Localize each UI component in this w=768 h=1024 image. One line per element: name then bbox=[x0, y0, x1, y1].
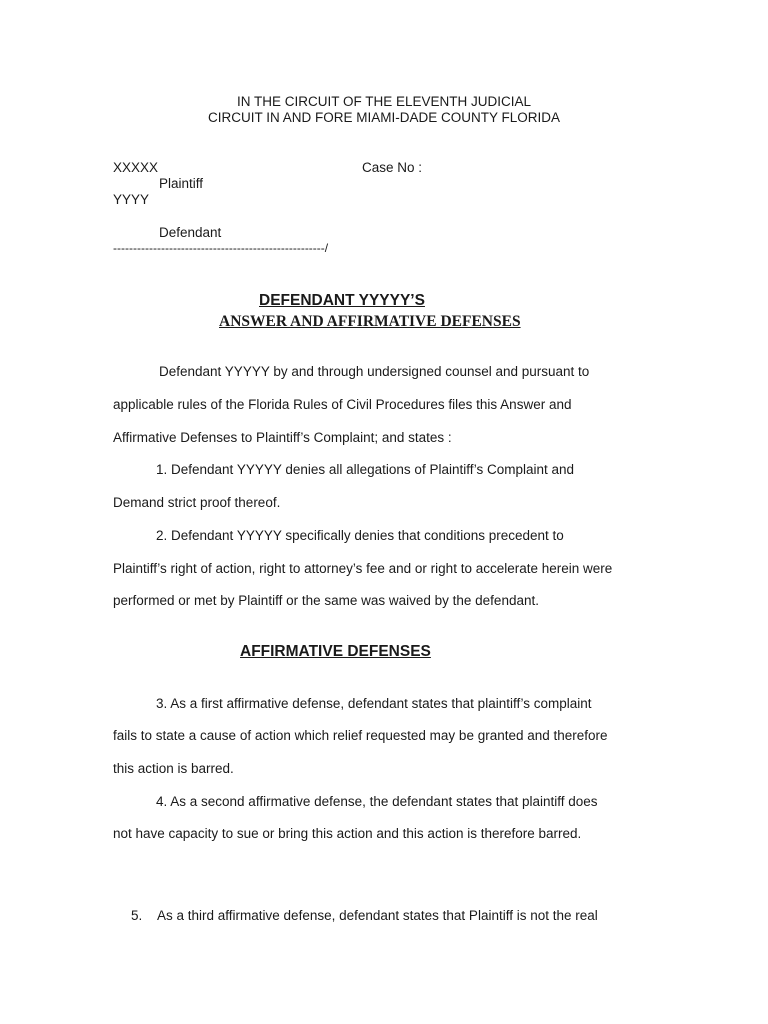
paragraph-1-line-2: Demand strict proof thereof. bbox=[113, 495, 281, 510]
paragraph-2-line-2: Plaintiff’s right of action, right to attorney’s fee and or right to accelerate herein were bbox=[113, 561, 613, 576]
paragraph-4-line-2: not have capacity to sue or bring this action and this action is therefore barred. bbox=[113, 826, 582, 841]
affirmative-defenses-heading: AFFIRMATIVE DEFENSES bbox=[240, 643, 431, 660]
plaintiff-label: Plaintiff bbox=[159, 176, 204, 191]
paragraph-3-line-3: this action is barred. bbox=[113, 761, 234, 776]
paragraph-3-line-2: fails to state a cause of action which relief requested may be granted and therefore bbox=[113, 728, 608, 743]
paragraph-5-line-1: As a third affirmative defense, defendant states that Plaintiff is not the real bbox=[157, 908, 598, 923]
court-header-line-2: CIRCUIT IN AND FORE MIAMI-DADE COUNTY FLORIDA bbox=[207, 110, 561, 125]
document-title: DEFENDANT YYYYY’S bbox=[259, 292, 425, 309]
caption-separator: -----------------------------------------------------/ bbox=[113, 241, 329, 255]
paragraph-1-line-1: 1. Defendant YYYYY denies all allegations of Plaintiff’s Complaint and bbox=[156, 462, 575, 477]
document-subtitle: ANSWER AND AFFIRMATIVE DEFENSES bbox=[219, 313, 521, 330]
intro-line-1: Defendant YYYYY by and through undersigned counsel and pursuant to bbox=[159, 364, 590, 379]
case-number-label: Case No : bbox=[362, 160, 423, 175]
defendant-name: YYYY bbox=[113, 192, 150, 207]
paragraph-5-number: 5. bbox=[131, 908, 143, 923]
plaintiff-name: XXXXX bbox=[113, 160, 159, 175]
paragraph-3-line-1: 3. As a first affirmative defense, defendant states that plaintiff’s complaint bbox=[156, 696, 592, 711]
intro-line-3: Affirmative Defenses to Plaintiff’s Complaint; and states : bbox=[113, 430, 452, 445]
paragraph-4-line-1: 4. As a second affirmative defense, the defendant states that plaintiff does bbox=[156, 794, 598, 809]
intro-line-2: applicable rules of the Florida Rules of Civil Procedures files this Answer and bbox=[113, 397, 572, 412]
paragraph-2-line-3: performed or met by Plaintiff or the same was waived by the defendant. bbox=[113, 593, 539, 608]
court-header-line-1: IN THE CIRCUIT OF THE ELEVENTH JUDICIAL bbox=[236, 94, 532, 109]
defendant-label: Defendant bbox=[159, 225, 222, 240]
paragraph-2-line-1: 2. Defendant YYYYY specifically denies that conditions precedent to bbox=[156, 528, 564, 543]
